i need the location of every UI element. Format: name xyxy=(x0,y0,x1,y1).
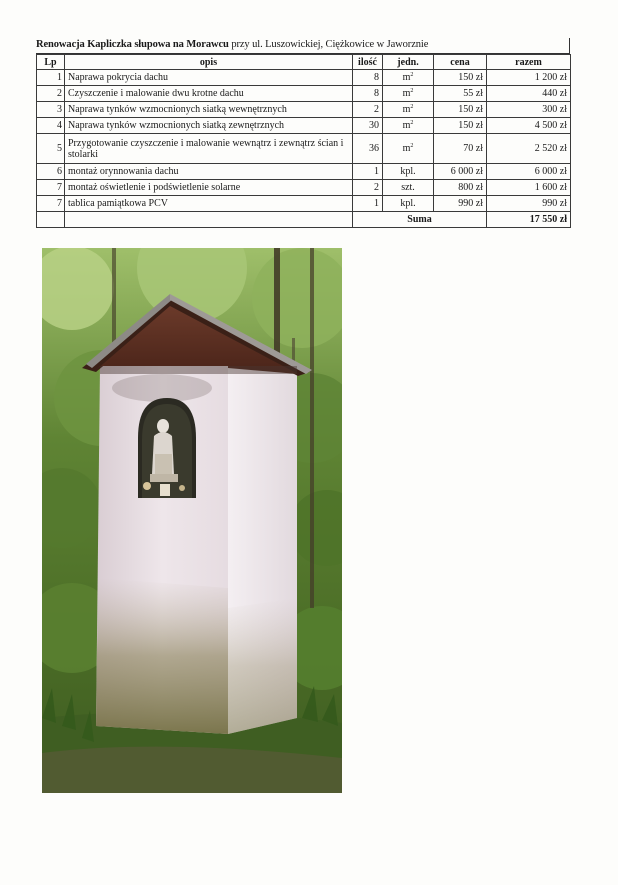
cell-cena: 150 zł xyxy=(434,70,487,86)
cell-lp: 2 xyxy=(37,86,65,102)
sum-blank-cell xyxy=(65,212,353,228)
table-row xyxy=(37,118,571,134)
cell-opis: Naprawa tynków wzmocnionych siatką zewnętrznych xyxy=(65,118,353,134)
cell-lp: 1 xyxy=(37,70,65,86)
cell-lp: 7 xyxy=(37,196,65,212)
cell-ilosc: 2 xyxy=(353,102,383,118)
cell-opis: Naprawa pokrycia dachu xyxy=(65,70,353,86)
cell-razem: 300 zł xyxy=(487,102,571,118)
cell-ilosc: 8 xyxy=(353,70,383,86)
cell-ilosc: 2 xyxy=(353,180,383,196)
cell-opis: montaż orynnowania dachu xyxy=(65,164,353,180)
unit-text: m xyxy=(402,72,411,83)
cell-ilosc: 1 xyxy=(353,164,383,180)
table-row xyxy=(37,180,571,196)
cell-opis: montaż oświetlenie i podświetlenie solarne xyxy=(65,180,353,196)
chapel-photo-illustration xyxy=(42,248,342,793)
cell-razem: 4 500 zł xyxy=(487,118,571,134)
cell-razem: 1 200 zł xyxy=(487,70,571,86)
cell-lp: 7 xyxy=(37,180,65,196)
header-ilosc: ilość xyxy=(353,55,383,70)
table-row xyxy=(37,164,571,180)
cell-razem: 1 600 zł xyxy=(487,180,571,196)
cell-ilosc: 30 xyxy=(353,118,383,134)
cell-lp: 6 xyxy=(37,164,65,180)
table-row xyxy=(37,86,571,102)
unit-text: szt. xyxy=(401,182,415,193)
cell-cena: 150 zł xyxy=(434,102,487,118)
unit-text: kpl. xyxy=(400,166,416,177)
cell-jedn xyxy=(383,164,434,180)
table-row xyxy=(37,102,571,118)
cost-table xyxy=(36,54,571,228)
unit-exponent: 2 xyxy=(410,143,414,149)
cell-jedn xyxy=(383,180,434,196)
unit-exponent: 2 xyxy=(410,120,414,126)
sum-value: 17 550 zł xyxy=(487,212,571,228)
cell-lp: 5 xyxy=(37,134,65,164)
cell-jedn xyxy=(383,196,434,212)
header-lp: Lp xyxy=(37,55,65,70)
cell-cena: 70 zł xyxy=(434,134,487,164)
unit-text: m xyxy=(402,104,411,115)
table-header-row xyxy=(37,55,571,70)
cell-cena: 55 zł xyxy=(434,86,487,102)
table-sum-row xyxy=(37,212,571,228)
chapel-photo xyxy=(42,248,342,793)
document-title-rest: przy ul. Luszowickiej, Ciężkowice w Jaworznie xyxy=(228,39,429,50)
cell-razem: 440 zł xyxy=(487,86,571,102)
cell-cena: 6 000 zł xyxy=(434,164,487,180)
cell-jedn xyxy=(383,118,434,134)
sum-blank-cell xyxy=(37,212,65,228)
unit-text: kpl. xyxy=(400,198,416,209)
cell-razem: 6 000 zł xyxy=(487,164,571,180)
cell-cena: 800 zł xyxy=(434,180,487,196)
unit-text: m xyxy=(402,120,411,131)
unit-exponent: 2 xyxy=(410,88,414,94)
cell-ilosc: 1 xyxy=(353,196,383,212)
unit-exponent: 2 xyxy=(410,104,414,110)
cell-ilosc: 8 xyxy=(353,86,383,102)
cell-cena: 990 zł xyxy=(434,196,487,212)
header-opis: opis xyxy=(65,55,353,70)
cell-razem: 2 520 zł xyxy=(487,134,571,164)
document-title-bold: Renowacja Kapliczka słupowa na Morawcu xyxy=(36,39,229,50)
cell-jedn xyxy=(383,86,434,102)
document-title xyxy=(36,39,570,51)
unit-text: m xyxy=(402,88,411,99)
table-row xyxy=(37,196,571,212)
cell-opis: Naprawa tynków wzmocnionych siatką wewnętrznych xyxy=(65,102,353,118)
cell-razem: 990 zł xyxy=(487,196,571,212)
table-row xyxy=(37,70,571,86)
header-jedn: jedn. xyxy=(383,55,434,70)
table-row xyxy=(37,134,571,164)
cell-jedn xyxy=(383,102,434,118)
cell-opis: tablica pamiątkowa PCV xyxy=(65,196,353,212)
unit-exponent: 2 xyxy=(410,72,414,78)
unit-text: m xyxy=(402,143,411,154)
cell-lp: 3 xyxy=(37,102,65,118)
cell-ilosc: 36 xyxy=(353,134,383,164)
header-cena: cena xyxy=(434,55,487,70)
sum-label: Suma xyxy=(353,212,487,228)
cell-opis: Czyszczenie i malowanie dwu krotne dachu xyxy=(65,86,353,102)
cell-opis: Przygotowanie czyszczenie i malowanie wewnątrz i zewnątrz ścian i stolarki xyxy=(65,134,353,164)
cell-lp: 4 xyxy=(37,118,65,134)
cell-jedn xyxy=(383,70,434,86)
title-right-edge xyxy=(569,38,570,54)
cell-cena: 150 zł xyxy=(434,118,487,134)
cell-jedn xyxy=(383,134,434,164)
header-razem: razem xyxy=(487,55,571,70)
